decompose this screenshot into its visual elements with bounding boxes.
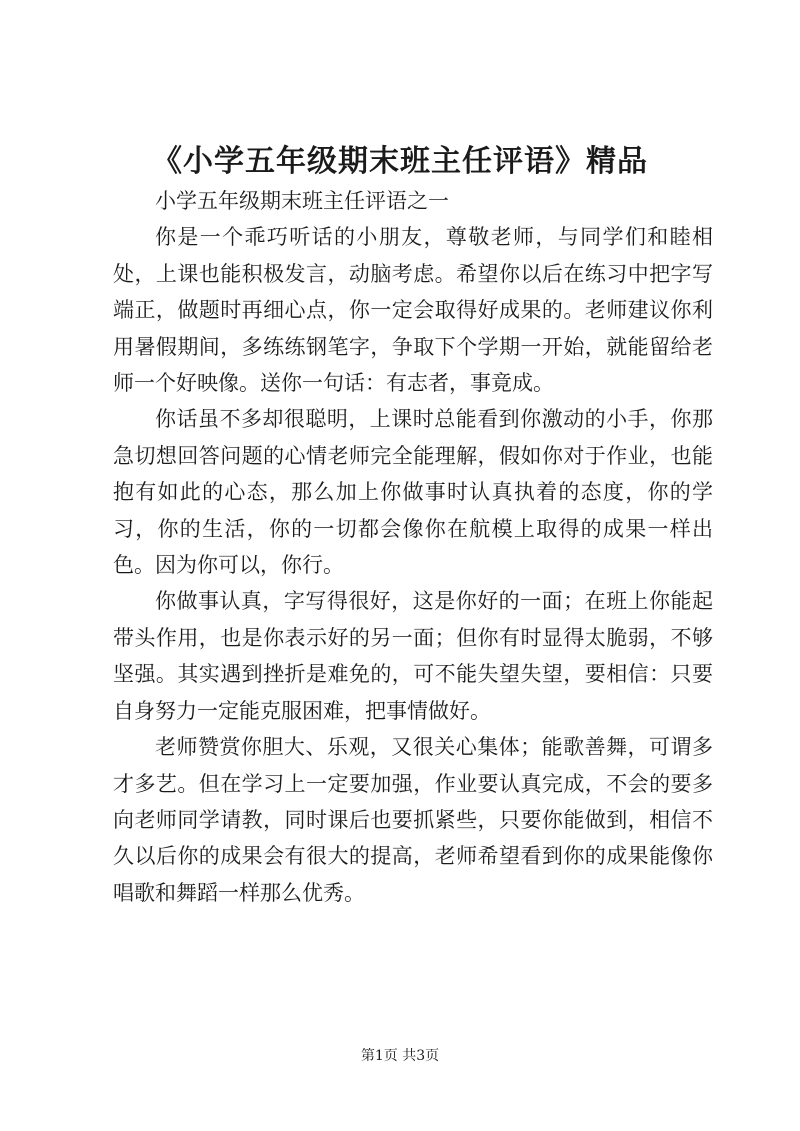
document-body — [113, 183, 713, 911]
document-subtitle: 小学五年级期末班主任评语之一 — [155, 189, 449, 213]
paragraph-3: 你做事认真，字写得很好，这是你好的一面；在班上你能起带头作用，也是你表示好的另一面；但你有时显得太脆弱，不够坚强。其实遇到挫折是难免的，可不能失望失望，要相信：只要自身努力一定能克服困难，把事情做好。 — [113, 589, 713, 723]
page-footer: 第1页 共3页 — [360, 1048, 440, 1064]
paragraph-1: 你是一个乖巧听话的小朋友，尊敬老师，与同学们和睦相处，上课也能积极发言，动脑考虑。希望你以后在练习中把字写端正，做题时再细心点，你一定会取得好成果的。老师建议你利用暑假期间，多练练钢笔字，争取下个学期一开始，就能留给老师一个好映像。送你一句话：有志者，事竟成。 — [113, 225, 713, 396]
paragraph-2: 你话虽不多却很聪明，上课时总能看到你激动的小手，你那急切想回答问题的心情老师完全能理解，假如你对于作业，也能抱有如此的心态，那么加上你做事时认真执着的态度，你的学习，你的生活，你的一切都会像你在航模上取得的成果一样出色。因为你可以，你行。 — [113, 407, 713, 578]
paragraph-4: 老师赞赏你胆大、乐观，又很关心集体；能歌善舞，可谓多才多艺。但在学习上一定要加强，作业要认真完成，不会的要多向老师同学请教，同时课后也要抓紧些，只要你能做到，相信不久以后你的成果会有很大的提高，老师希望看到你的成果能像你唱歌和舞蹈一样那么优秀。 — [113, 735, 713, 905]
document-title: 《小学五年级期末班主任评语》精品 — [152, 144, 648, 179]
